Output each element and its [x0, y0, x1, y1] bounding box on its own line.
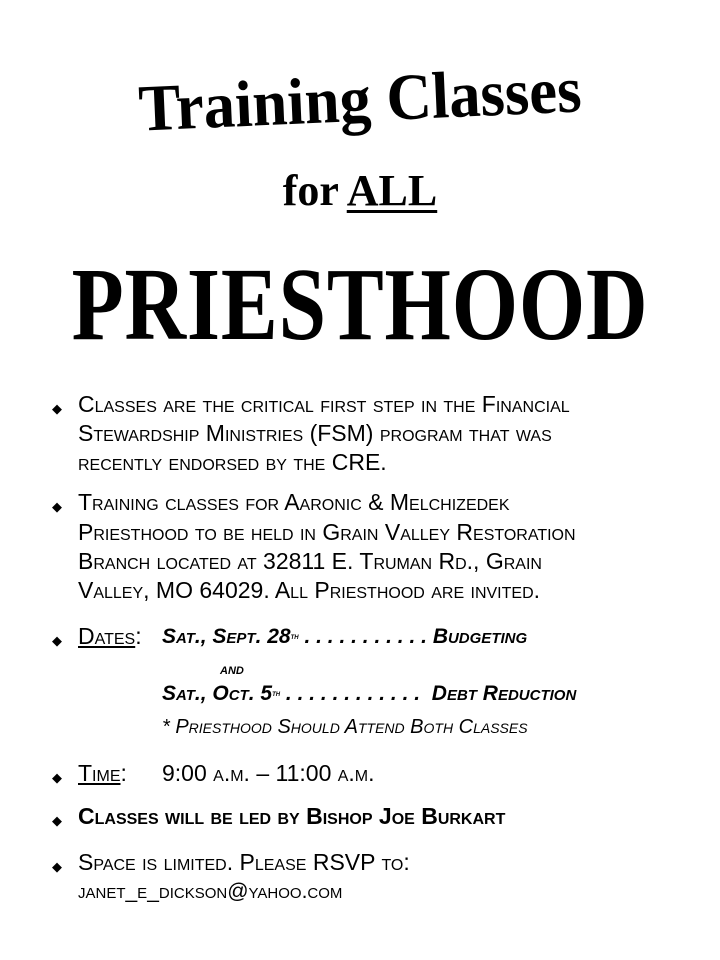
bullet-icon: ◆	[52, 813, 62, 828]
attendance-note: * Priesthood Should Attend Both Classes	[162, 716, 528, 738]
date-2-sup: th	[272, 688, 281, 698]
flyer-title: Training Classes	[137, 53, 583, 146]
time-label: Time	[78, 760, 121, 786]
flyer-subtitle	[0, 165, 720, 216]
bullet-text: Branch located at 32811 E. Truman Rd., Grain	[78, 548, 542, 574]
bullet-icon: ◆	[52, 770, 62, 785]
dates-line-1	[78, 622, 142, 651]
bullet-text: Stewardship Ministries (FSM) program that was	[78, 420, 552, 446]
date-2	[162, 679, 576, 708]
bullet-text: Classes are the critical first step in the Financial	[78, 391, 570, 417]
date-1-text: Sat., Sept. 28	[162, 625, 291, 648]
date-2-text: Sat., Oct. 5	[162, 682, 273, 705]
class-1: Budgeting	[432, 625, 528, 648]
bullet-icon: ◆	[52, 499, 62, 514]
bullet-text: Training classes for Aaronic & Melchizedek	[78, 489, 510, 515]
leader-dots: . . . . . . . . . . .	[298, 625, 433, 648]
date-1	[162, 622, 527, 651]
leader-dots: . . . . . . . . . . . .	[280, 682, 432, 705]
colon: :	[120, 760, 127, 786]
bullet-text: Valley, MO 64029. All Priesthood are invited.	[78, 577, 541, 603]
bullet-text: Priesthood to be held in Grain Valley Restoration	[78, 519, 576, 545]
time-line	[78, 759, 127, 788]
rsvp-email[interactable]: janet_e_dickson@yahoo.com	[78, 880, 343, 903]
class-2: Debt Reduction	[431, 682, 577, 705]
dates-label: Dates	[78, 623, 136, 649]
subtitle-emphasis: ALL	[346, 166, 438, 215]
flyer-headline: PRIESTHOOD	[71, 247, 649, 362]
subtitle-prefix: for	[282, 166, 339, 215]
colon: :	[135, 623, 142, 649]
date-1-sup: th	[290, 631, 299, 641]
bullet-icon: ◆	[52, 633, 62, 648]
bullet-icon: ◆	[52, 401, 62, 416]
bullet-icon: ◆	[52, 859, 62, 874]
bullet-text: recently endorsed by the CRE.	[78, 449, 387, 475]
leader-text: Classes will be led by Bishop Joe Burkart	[78, 803, 506, 829]
rsvp-text: Space is limited. Please RSVP to:	[78, 849, 410, 875]
time-value: 9:00 a.m. – 11:00 a.m.	[162, 760, 375, 786]
and-text: and	[220, 661, 244, 678]
